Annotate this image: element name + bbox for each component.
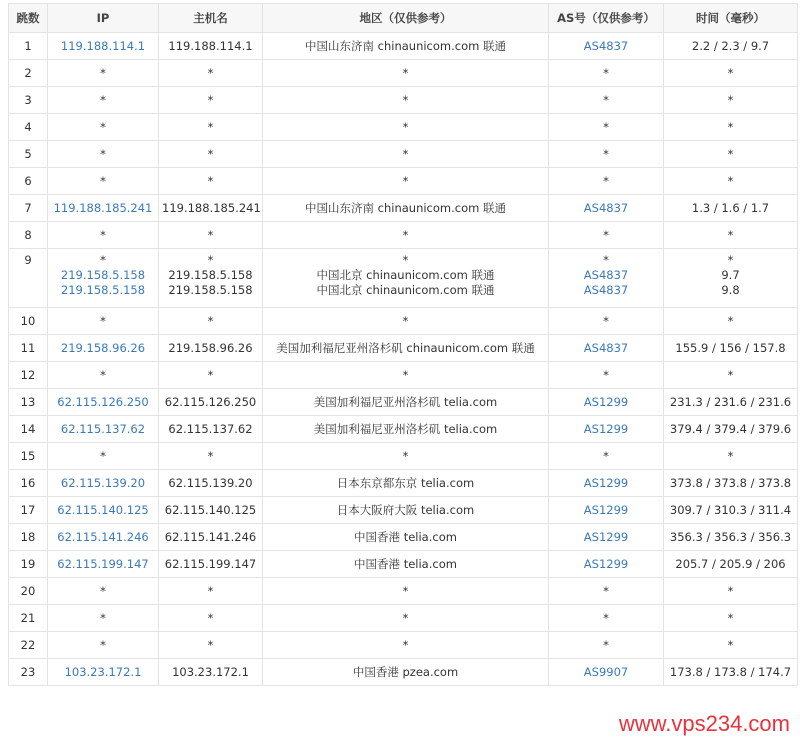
hostname-cell (159, 141, 263, 168)
as-value[interactable]: AS1299 (583, 394, 629, 409)
as-value: * (603, 65, 609, 80)
as-value: * (603, 367, 609, 382)
hop-cell: 7 (9, 195, 48, 222)
as-cell (549, 524, 664, 551)
time-cell (664, 578, 798, 605)
region-cell (263, 87, 549, 114)
as-value[interactable]: AS1299 (583, 475, 629, 490)
hop-cell: 16 (9, 470, 48, 497)
time-cell (664, 168, 798, 195)
hop-cell: 19 (9, 551, 48, 578)
region-value: 中国北京 chinaunicom.com 联通 (316, 268, 495, 282)
hostname-cell (159, 249, 263, 308)
time-cell (664, 33, 798, 60)
ip-value[interactable]: 119.188.114.1 (60, 38, 146, 53)
as-cell (549, 632, 664, 659)
table-row (9, 195, 798, 222)
as-value[interactable]: AS4837 (583, 283, 629, 297)
time-value: * (727, 173, 734, 188)
header-row (9, 4, 798, 33)
time-cell (664, 141, 798, 168)
as-cell (549, 470, 664, 497)
header-hostname: 主机名 (159, 4, 263, 33)
hostname-cell (159, 578, 263, 605)
time-cell (664, 60, 798, 87)
time-cell (664, 443, 798, 470)
region-value: 日本大阪府大阪 telia.com (336, 502, 475, 517)
as-cell (549, 335, 664, 362)
ip-value: * (100, 313, 106, 328)
as-cell (549, 249, 664, 308)
ip-value: * (100, 253, 106, 267)
time-value: * (727, 92, 734, 107)
ip-value[interactable]: 119.188.185.241 (53, 200, 153, 215)
as-value[interactable]: AS4837 (583, 38, 629, 53)
as-cell (549, 497, 664, 524)
time-value: * (727, 583, 734, 598)
ip-cell (48, 578, 159, 605)
table-row (9, 335, 798, 362)
as-value: * (603, 583, 609, 598)
as-value[interactable]: AS1299 (583, 502, 629, 517)
region-cell (263, 308, 549, 335)
ip-cell (48, 389, 159, 416)
hostname-value: * (207, 173, 214, 188)
hostname-cell (159, 87, 263, 114)
region-cell (263, 578, 549, 605)
hop-cell: 4 (9, 114, 48, 141)
hostname-cell (159, 168, 263, 195)
hostname-value: 62.115.140.125 (164, 502, 257, 517)
region-value: * (402, 227, 409, 242)
hostname-cell (159, 362, 263, 389)
ip-value: * (100, 119, 106, 134)
hostname-value: * (207, 253, 214, 267)
hop-cell: 1 (9, 33, 48, 60)
region-value: * (402, 637, 409, 652)
hostname-cell (159, 551, 263, 578)
ip-value: * (100, 583, 106, 598)
ip-cell (48, 87, 159, 114)
hostname-value: 62.115.199.147 (164, 556, 257, 571)
hostname-value: * (207, 583, 214, 598)
ip-cell (48, 249, 159, 308)
ip-cell (48, 335, 159, 362)
region-cell (263, 416, 549, 443)
table-row (9, 87, 798, 114)
table-row (9, 389, 798, 416)
time-value: * (727, 610, 734, 625)
as-cell (549, 308, 664, 335)
hostname-value: 219.158.96.26 (168, 340, 253, 355)
region-value: * (402, 610, 409, 625)
hop-cell: 22 (9, 632, 48, 659)
ip-value[interactable]: 62.115.139.20 (60, 475, 146, 490)
time-cell (664, 632, 798, 659)
time-cell (664, 659, 798, 686)
hostname-cell (159, 222, 263, 249)
hostname-value: 103.23.172.1 (172, 664, 249, 679)
ip-value[interactable]: 62.115.141.246 (57, 529, 149, 544)
as-cell (549, 416, 664, 443)
region-cell (263, 362, 549, 389)
hop-cell: 5 (9, 141, 48, 168)
ip-value[interactable]: 219.158.5.158 (60, 268, 146, 282)
as-value: * (603, 448, 609, 463)
hostname-cell (159, 60, 263, 87)
region-value: 美国加利福尼亚州洛杉矶 telia.com (313, 421, 498, 436)
region-cell (263, 659, 549, 686)
hostname-value: 62.115.137.62 (168, 421, 253, 436)
time-cell (664, 87, 798, 114)
region-value: * (402, 92, 409, 107)
hop-cell: 12 (9, 362, 48, 389)
hostname-cell (159, 497, 263, 524)
time-value: * (727, 448, 734, 463)
hostname-value: * (207, 637, 214, 652)
hostname-value: * (207, 610, 214, 625)
region-value: * (402, 313, 409, 328)
region-value: 美国加利福尼亚州洛杉矶 telia.com (313, 394, 498, 409)
time-cell (664, 308, 798, 335)
time-cell (664, 114, 798, 141)
region-cell (263, 389, 549, 416)
table-row (9, 222, 798, 249)
region-cell (263, 249, 549, 308)
ip-cell (48, 60, 159, 87)
ip-cell (48, 195, 159, 222)
hostname-value: 219.158.5.158 (168, 268, 253, 282)
as-cell (549, 222, 664, 249)
region-cell (263, 335, 549, 362)
hop-cell: 15 (9, 443, 48, 470)
ip-cell (48, 308, 159, 335)
table-row (9, 551, 798, 578)
hostname-cell (159, 443, 263, 470)
header-hop: 跳数 (9, 4, 48, 33)
as-value[interactable]: AS1299 (583, 529, 629, 544)
hostname-value: * (207, 448, 214, 463)
time-cell (664, 524, 798, 551)
ip-value[interactable]: 103.23.172.1 (64, 664, 142, 679)
hostname-value: 62.115.126.250 (164, 394, 257, 409)
time-cell (664, 470, 798, 497)
hop-cell: 21 (9, 605, 48, 632)
region-cell (263, 470, 549, 497)
region-cell (263, 60, 549, 87)
hop-cell: 13 (9, 389, 48, 416)
ip-value: * (100, 448, 106, 463)
time-value: 2.2 / 2.3 / 9.7 (691, 38, 770, 53)
header-as: AS号（仅供参考） (549, 4, 664, 33)
hostname-cell (159, 659, 263, 686)
time-cell (664, 222, 798, 249)
header-ip: IP (48, 4, 159, 33)
as-cell (549, 168, 664, 195)
region-cell (263, 524, 549, 551)
region-value: 中国香港 telia.com (354, 556, 457, 571)
as-cell (549, 141, 664, 168)
ip-cell (48, 470, 159, 497)
hostname-value: * (207, 227, 214, 242)
time-value: 9.8 (721, 283, 740, 297)
ip-cell (48, 416, 159, 443)
time-value: 155.9 / 156 / 157.8 (675, 340, 786, 355)
table-row (9, 524, 798, 551)
time-cell (664, 605, 798, 632)
hostname-value: * (207, 119, 214, 134)
region-cell (263, 632, 549, 659)
time-value: * (727, 146, 734, 161)
as-value[interactable]: AS4837 (583, 200, 629, 215)
region-cell (263, 551, 549, 578)
as-cell (549, 443, 664, 470)
hostname-cell (159, 114, 263, 141)
hop-cell: 14 (9, 416, 48, 443)
region-cell (263, 195, 549, 222)
table-row (9, 168, 798, 195)
hostname-value: 62.115.139.20 (168, 475, 253, 490)
as-value: * (603, 227, 609, 242)
ip-value: * (100, 367, 106, 382)
hop-cell: 11 (9, 335, 48, 362)
ip-cell (48, 222, 159, 249)
header-time: 时间（毫秒） (664, 4, 798, 33)
hostname-value: 219.158.5.158 (168, 283, 253, 297)
ip-cell (48, 33, 159, 60)
ip-value[interactable]: 62.115.199.147 (57, 556, 149, 571)
time-value: 173.8 / 173.8 / 174.7 (669, 664, 792, 679)
table-row (9, 362, 798, 389)
as-cell (549, 114, 664, 141)
ip-value: * (100, 65, 106, 80)
hostname-value: * (207, 367, 214, 382)
as-value[interactable]: AS4837 (583, 340, 629, 355)
table-row (9, 114, 798, 141)
time-value: * (727, 367, 734, 382)
time-value: 356.3 / 356.3 / 356.3 (669, 529, 792, 544)
ip-value: * (100, 173, 106, 188)
time-cell (664, 551, 798, 578)
region-value: 中国香港 telia.com (354, 529, 457, 544)
as-cell (549, 389, 664, 416)
ip-value[interactable]: 62.115.137.62 (60, 421, 146, 436)
region-value: * (402, 173, 409, 188)
table-row (9, 497, 798, 524)
table-row (9, 632, 798, 659)
time-cell (664, 497, 798, 524)
hop-cell: 8 (9, 222, 48, 249)
region-cell (263, 141, 549, 168)
hostname-cell (159, 33, 263, 60)
hostname-value: * (207, 146, 214, 161)
ip-cell (48, 605, 159, 632)
region-value: 中国山东济南 chinaunicom.com 联通 (304, 200, 506, 215)
table-row (9, 443, 798, 470)
ip-cell (48, 632, 159, 659)
ip-cell (48, 524, 159, 551)
as-value: * (603, 92, 609, 107)
time-cell (664, 362, 798, 389)
region-cell (263, 497, 549, 524)
ip-cell (48, 443, 159, 470)
region-value: * (402, 367, 409, 382)
time-value: 379.4 / 379.4 / 379.6 (669, 421, 792, 436)
hostname-value: 119.188.114.1 (168, 38, 253, 53)
ip-value[interactable]: 219.158.5.158 (60, 283, 146, 297)
ip-cell (48, 114, 159, 141)
time-value: 373.8 / 373.8 / 373.8 (669, 475, 792, 490)
ip-cell (48, 168, 159, 195)
hostname-cell (159, 524, 263, 551)
hostname-value: 119.188.185.241 (162, 200, 261, 215)
ip-cell (48, 141, 159, 168)
as-value: * (603, 173, 609, 188)
hostname-cell (159, 389, 263, 416)
hostname-cell (159, 335, 263, 362)
hop-cell: 20 (9, 578, 48, 605)
ip-value: * (100, 227, 106, 242)
ip-value: * (100, 92, 106, 107)
time-cell (664, 249, 798, 308)
as-value[interactable]: AS4837 (583, 268, 629, 282)
hostname-value: 62.115.141.246 (164, 529, 257, 544)
as-cell (549, 33, 664, 60)
region-value: 日本东京都东京 telia.com (336, 475, 475, 490)
hop-cell: 2 (9, 60, 48, 87)
region-value: * (402, 146, 409, 161)
ip-cell (48, 362, 159, 389)
as-cell (549, 659, 664, 686)
region-value: * (402, 119, 409, 134)
as-value: * (603, 146, 609, 161)
time-value: 309.7 / 310.3 / 311.4 (669, 502, 792, 517)
region-value: * (402, 253, 409, 267)
as-cell (549, 87, 664, 114)
ip-value: * (100, 610, 106, 625)
ip-cell (48, 659, 159, 686)
time-value: * (727, 65, 734, 80)
as-value[interactable]: AS1299 (583, 421, 629, 436)
hostname-cell (159, 605, 263, 632)
header-region: 地区（仅供参考） (263, 4, 549, 33)
time-value: 1.3 / 1.6 / 1.7 (691, 200, 770, 215)
region-value: 美国加利福尼亚州洛杉矶 chinaunicom.com 联通 (276, 340, 535, 355)
table-row (9, 605, 798, 632)
region-cell (263, 605, 549, 632)
ip-cell (48, 497, 159, 524)
hop-cell: 23 (9, 659, 48, 686)
hop-cell: 3 (9, 87, 48, 114)
hop-cell: 10 (9, 308, 48, 335)
time-cell (664, 416, 798, 443)
table-row (9, 249, 798, 308)
hostname-value: * (207, 92, 214, 107)
hop-cell: 9 (9, 249, 48, 308)
as-cell (549, 60, 664, 87)
region-value: 中国北京 chinaunicom.com 联通 (316, 283, 495, 297)
hop-cell: 17 (9, 497, 48, 524)
ip-value[interactable]: 62.115.126.250 (57, 394, 149, 409)
table-row (9, 308, 798, 335)
table-row (9, 33, 798, 60)
time-cell (664, 195, 798, 222)
hostname-value: * (207, 313, 214, 328)
as-value: * (603, 313, 609, 328)
region-value: 中国香港 pzea.com (352, 664, 459, 679)
region-cell (263, 168, 549, 195)
as-value: * (603, 253, 609, 267)
hostname-cell (159, 632, 263, 659)
as-value: * (603, 610, 609, 625)
time-value: 205.7 / 205.9 / 206 (675, 556, 786, 571)
region-cell (263, 114, 549, 141)
hostname-value: * (207, 65, 214, 80)
table-row (9, 470, 798, 497)
as-cell (549, 605, 664, 632)
region-cell (263, 33, 549, 60)
as-cell (549, 195, 664, 222)
region-value: * (402, 583, 409, 598)
hop-cell: 18 (9, 524, 48, 551)
ip-value[interactable]: 219.158.96.26 (60, 340, 146, 355)
time-cell (664, 335, 798, 362)
region-value: * (402, 65, 409, 80)
hostname-cell (159, 416, 263, 443)
time-value: * (727, 637, 734, 652)
region-cell (263, 222, 549, 249)
ip-value[interactable]: 62.115.140.125 (57, 502, 149, 517)
hostname-cell (159, 195, 263, 222)
as-value[interactable]: AS1299 (583, 556, 629, 571)
time-value: 9.7 (721, 268, 740, 282)
as-cell (549, 578, 664, 605)
time-value: * (727, 253, 734, 267)
table-row (9, 659, 798, 686)
hostname-cell (159, 308, 263, 335)
ip-value: * (100, 637, 106, 652)
as-cell (549, 362, 664, 389)
table-row (9, 60, 798, 87)
table-row (9, 416, 798, 443)
time-value: * (727, 119, 734, 134)
region-value: 中国山东济南 chinaunicom.com 联通 (304, 38, 506, 53)
watermark: www.vps234.com (618, 711, 790, 736)
ip-value: * (100, 146, 106, 161)
as-value[interactable]: AS9907 (583, 664, 629, 679)
time-value: * (727, 313, 734, 328)
table-row (9, 141, 798, 168)
time-value: * (727, 227, 734, 242)
time-cell (664, 389, 798, 416)
region-value: * (402, 448, 409, 463)
ip-cell (48, 551, 159, 578)
as-value: * (603, 119, 609, 134)
hostname-cell (159, 470, 263, 497)
as-cell (549, 551, 664, 578)
hop-cell: 6 (9, 168, 48, 195)
traceroute-table (8, 3, 798, 686)
table-row (9, 578, 798, 605)
as-value: * (603, 637, 609, 652)
time-value: 231.3 / 231.6 / 231.6 (669, 394, 792, 409)
region-cell (263, 443, 549, 470)
